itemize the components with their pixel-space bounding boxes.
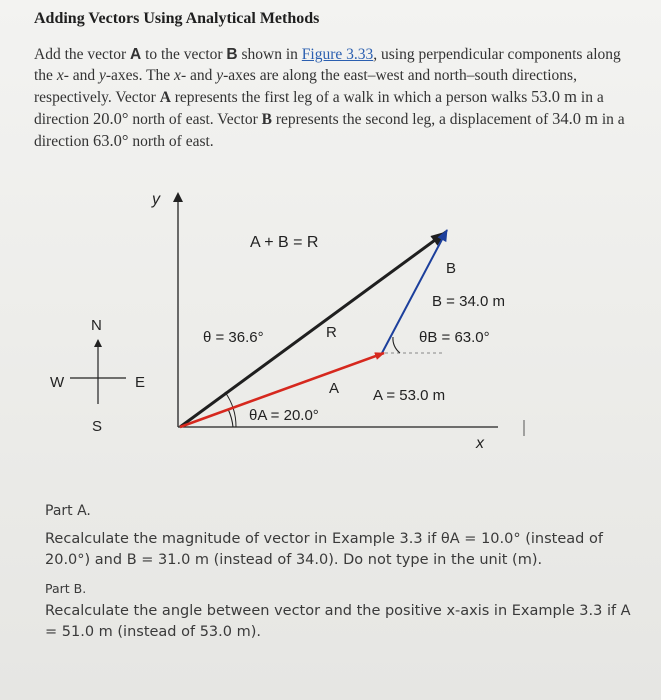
vector-r-label: R: [326, 324, 337, 341]
x-variable: x: [174, 67, 181, 84]
example-title: Adding Vectors Using Analytical Methods: [34, 10, 320, 27]
vector-b-symbol: B: [261, 111, 272, 128]
theta-a-label: θA = 20.0°: [249, 407, 319, 424]
compass-south: S: [92, 418, 103, 435]
questions: [45, 503, 635, 643]
y-variable: y: [216, 67, 224, 84]
figure-link[interactable]: Figure 3.33: [301, 46, 374, 63]
problem-text: in a direction: [34, 89, 604, 128]
problem-text: represents the first leg of a walk in which a person walks: [170, 89, 532, 106]
problem-statement: [34, 44, 634, 152]
y-axis-arrow-icon: [173, 192, 183, 202]
value-53m: 53.0 m: [531, 87, 578, 106]
part-a-text: Recalculate the magnitude of vector in Example 3.3 if θA = 10.0° (instead of 20.0°) and B = 31.0 m (instead of 34.0). Do not type in the unit (m).: [45, 531, 603, 568]
theta-r-label: θ = 36.6°: [203, 329, 264, 346]
compass-west: W: [50, 374, 65, 391]
problem-text: , using perpendicular components along the: [34, 46, 621, 84]
problem-text: -axes are along the east–west and north–south directions, respectively. Vector: [34, 67, 577, 106]
y-axis-label: y: [152, 191, 160, 208]
problem-text: -axes. The: [105, 67, 175, 84]
problem-text: represents the second leg, a displacement of: [271, 111, 553, 128]
b-magnitude: B = 34.0 m: [432, 293, 505, 310]
problem-text: north of east. Vector: [128, 111, 262, 128]
value-34m: 34.0 m: [552, 109, 598, 128]
problem-text: in a direction: [34, 111, 625, 150]
y-variable: y: [99, 67, 106, 84]
problem-text: - and: [63, 67, 99, 84]
vector-b-label: B: [446, 260, 457, 277]
problem-text: north of east.: [128, 133, 214, 150]
x-variable: x: [56, 67, 64, 84]
value-63deg: 63.0°: [92, 131, 129, 150]
vector-figure: [0, 180, 661, 480]
a-magnitude: A = 53.0 m: [373, 387, 446, 404]
resultant-equation: A + B = R: [250, 234, 319, 251]
compass-north: N: [91, 317, 102, 334]
vector-a-symbol: A: [129, 46, 142, 63]
part-b-text: Recalculate the angle between vector and the positive x-axis in Example 3.3 if A = 51.0 m (instead of 53.0 m).: [45, 603, 631, 640]
compass-east: E: [135, 374, 146, 391]
theta-a-arc: [228, 409, 233, 427]
problem-text: Add the vector: [34, 46, 130, 63]
compass-rose-icon: [50, 317, 145, 435]
vector-a-label: A: [329, 380, 340, 397]
x-axis-label: x: [476, 435, 484, 452]
problem-text: - and: [180, 67, 217, 84]
theta-b-label: θB = 63.0°: [419, 329, 490, 346]
vector-a-symbol: A: [159, 89, 171, 106]
part-a-label: Part A.: [45, 503, 91, 519]
part-b-label: Part B.: [45, 581, 87, 596]
value-20deg: 20.0°: [92, 109, 129, 128]
theta-b-arc: [393, 337, 400, 353]
vector-b-symbol: B: [226, 46, 238, 63]
problem-text: to the vector: [141, 46, 227, 63]
problem-text: shown in: [237, 46, 302, 63]
